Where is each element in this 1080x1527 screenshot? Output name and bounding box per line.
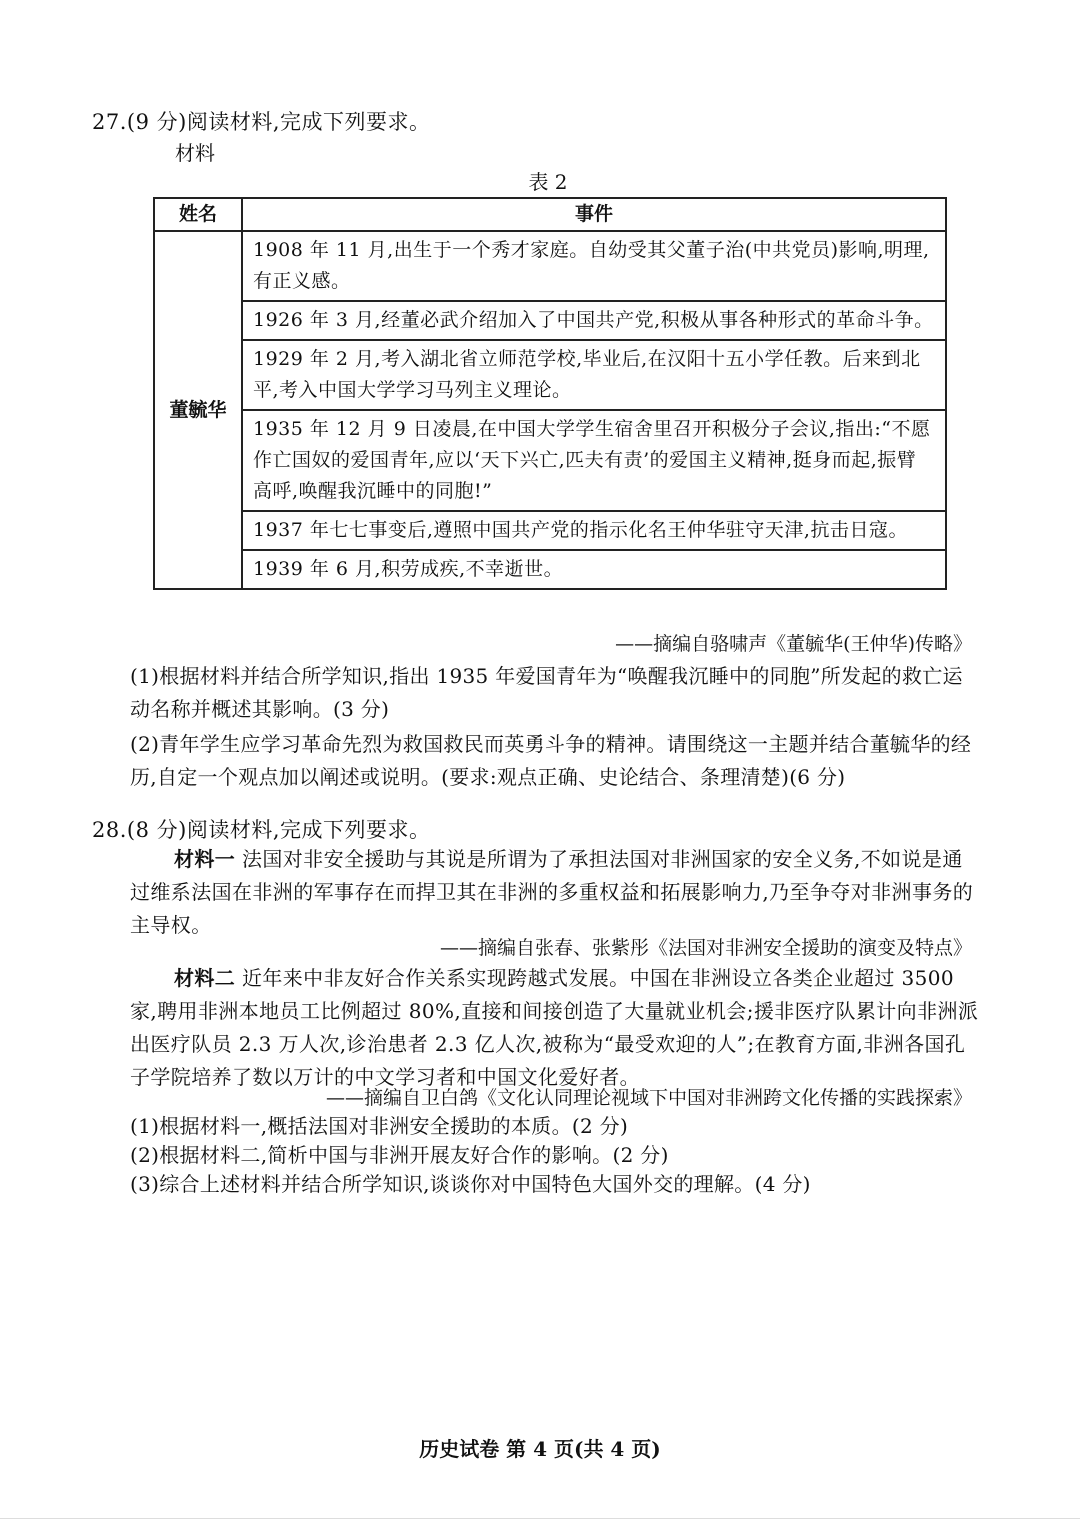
page-footer: 历史试卷 第 4 页(共 4 页) xyxy=(419,1437,661,1461)
material-label: 材料 xyxy=(175,141,215,165)
table-header-row xyxy=(154,198,946,231)
table-row xyxy=(154,301,946,340)
event-cell: 1937 年七七事变后,遵照中国共产党的指示化名王仲华驻守天津,抗击日寇。 xyxy=(242,511,946,550)
scan-edge-line xyxy=(0,1518,1080,1519)
table-row xyxy=(154,511,946,550)
event-cell: 1929 年 2 月,考入湖北省立师范学校,毕业后,在汉阳十五小学任教。后来到北平,考入中国大学学习马列主义理论。 xyxy=(242,340,946,410)
header-name: 姓名 xyxy=(154,198,242,231)
material-2-label: 材料二 xyxy=(174,966,236,990)
question-28-1: (1)根据材料一,概括法国对非洲安全援助的本质。(2 分) xyxy=(130,1114,629,1138)
material-2 xyxy=(130,962,980,1094)
events-table xyxy=(153,197,947,590)
question-27-heading: 27.(9 分)阅读材料,完成下列要求。 xyxy=(92,110,431,134)
question-27-2: (2)青年学生应学习革命先烈为救国救民而英勇斗争的精神。请围绕这一主题并结合董毓华的经历,自定一个观点加以阐述或说明。(要求:观点正确、史论结合、条理清楚)(6 分) xyxy=(130,732,972,789)
question-28-3: (3)综合上述材料并结合所学知识,谈谈你对中国特色大国外交的理解。(4 分) xyxy=(130,1172,811,1196)
event-cell: 1939 年 6 月,积劳成疾,不幸逝世。 xyxy=(242,550,946,589)
event-cell: 1926 年 3 月,经董必武介绍加入了中国共产党,积极从事各种形式的革命斗争。 xyxy=(242,301,946,340)
table-row xyxy=(154,231,946,301)
material-2-source: ——摘编自卫白鸽《文化认同理论视域下中国对非洲跨文化传播的实践探索》 xyxy=(325,1087,972,1109)
question-28-heading: 28.(8 分)阅读材料,完成下列要求。 xyxy=(92,818,431,842)
table-source: ——摘编自骆啸声《董毓华(王仲华)传略》 xyxy=(615,633,972,655)
material-1-text: 法国对非安全援助与其说是所谓为了承担法国对非洲国家的安全义务,不如说是通过维系法国在非洲的军事存在而捍卫其在非洲的多重权益和拓展影响力,乃至争夺对非洲事务的主导权。 xyxy=(130,847,974,937)
table-row xyxy=(154,410,946,511)
header-events: 事件 xyxy=(242,198,946,231)
event-cell: 1908 年 11 月,出生于一个秀才家庭。自幼受其父董子治(中共党员)影响,明理,有正义感。 xyxy=(242,231,946,301)
question-27-1: (1)根据材料并结合所学知识,指出 1935 年爱国青年为“唤醒我沉睡中的同胞”所发起的救亡运动名称并概述其影响。(3 分) xyxy=(130,664,963,721)
table-caption: 表 2 xyxy=(528,170,568,194)
material-1-source: ——摘编自张春、张紫彤《法国对非洲安全援助的演变及特点》 xyxy=(439,937,972,959)
material-1 xyxy=(130,843,980,942)
table-row xyxy=(154,550,946,589)
question-28-2: (2)根据材料二,简析中国与非洲开展友好合作的影响。(2 分) xyxy=(130,1143,669,1167)
table-row xyxy=(154,340,946,410)
material-1-label: 材料一 xyxy=(174,847,236,871)
event-cell: 1935 年 12 月 9 日凌晨,在中国大学学生宿舍里召开积极分子会议,指出:“不愿作亡国奴的爱国青年,应以‘天下兴亡,匹夫有责’的爱国主义精神,挺身而起,振臂高呼,唤醒我沉睡中的同胞!” xyxy=(242,410,946,511)
material-2-text: 近年来中非友好合作关系实现跨越式发展。中国在非洲设立各类企业超过 3500 家,聘用非洲本地员工比例超过 80%,直接和间接创造了大量就业机会;援非医疗队累计向非洲派出医疗队员 2.3 万人次,诊治患者 2.3 亿人次,被称为“最受欢迎的人”;在教育方面,非洲各国孔子学院培养了数以万计的中文学习者和中国文化爱好者。 xyxy=(130,966,979,1089)
person-name-cell: 董毓华 xyxy=(154,231,242,589)
